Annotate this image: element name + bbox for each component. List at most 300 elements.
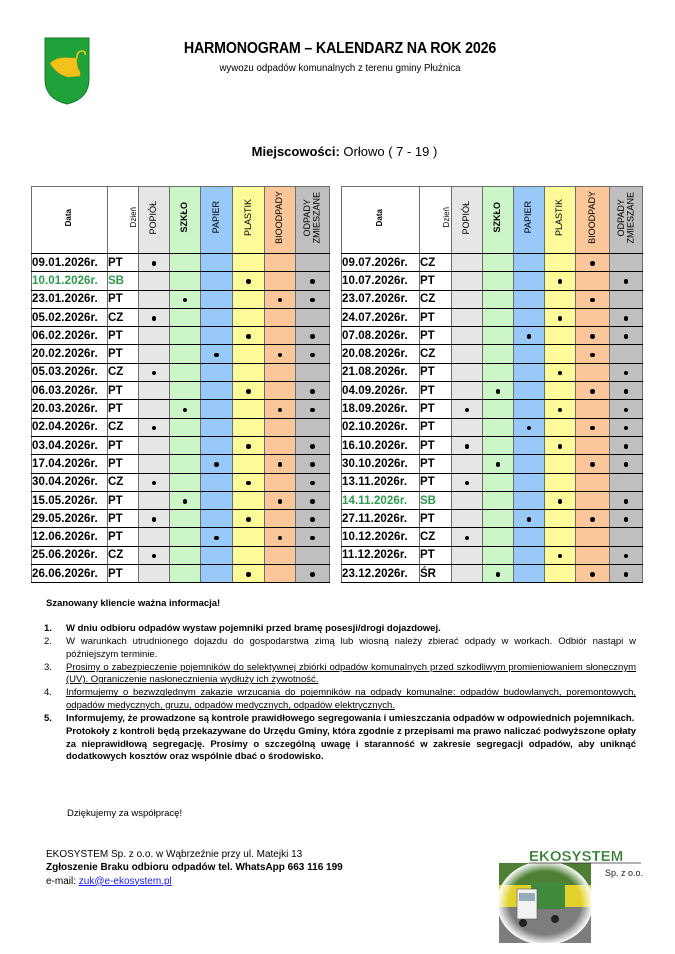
cell-date: 23.07.2026r. [342, 290, 420, 308]
cell-plastik [233, 491, 265, 509]
pickup-dot-icon [590, 298, 595, 303]
pickup-dot-icon [624, 426, 629, 431]
cell-bioodpady [265, 345, 296, 363]
schedule-table-jul-dec [341, 186, 643, 583]
cell-zmieszane [296, 565, 330, 583]
pickup-dot-icon [465, 536, 470, 541]
table-row [32, 565, 330, 583]
info-item: 3. Prosimy o zabezpieczenie pojemników do selektywnej zbiórki odpadów komunalnych przed szkodliwym promieniowaniem słonecznym (UV). Ograniczenie nasłonecznienia wydłuży ich żywotność. [44, 661, 636, 686]
table-row [342, 436, 643, 454]
cell-day: PT [420, 455, 452, 473]
ekosystem-logo [493, 843, 643, 943]
schedule-table-jan-jun [31, 186, 330, 583]
report-phone: Zgłoszenie Braku odbioru odpadów tel. WhatsApp 663 116 199 [46, 862, 343, 874]
cell-plastik [545, 327, 576, 345]
cell-plastik [545, 418, 576, 436]
cell-plastik [545, 400, 576, 418]
table-row [342, 510, 643, 528]
page-subtitle: wywozu odpadów komunalnych z terenu gminy Płużnica [219, 62, 461, 74]
cell-day: PT [420, 510, 452, 528]
cell-zmieszane [296, 546, 330, 564]
cell-popiol [452, 565, 483, 583]
cell-zmieszane [610, 528, 643, 546]
pickup-dot-icon [310, 353, 315, 358]
cell-papier [514, 254, 545, 272]
cell-papier [201, 400, 233, 418]
cell-date: 30.04.2026r. [32, 473, 108, 491]
pickup-dot-icon [590, 517, 595, 522]
cell-plastik [233, 308, 265, 326]
info-item: 4. Informujemy o bezwzględnym zakazie wrzucania do pojemników na odpady komunalne: odpadów budowlanych, poremontowych, odpadów medycznych, gruzu, odpadów medycznych, odpadów elektrycznych. [44, 687, 636, 711]
cell-papier [514, 510, 545, 528]
cell-date: 17.04.2026r. [32, 455, 108, 473]
pickup-dot-icon [310, 389, 315, 394]
cell-papier [514, 455, 545, 473]
table-row [342, 363, 643, 381]
cell-plastik [233, 565, 265, 583]
cell-popiol [139, 363, 170, 381]
cell-date: 05.02.2026r. [32, 308, 108, 326]
cell-zmieszane [610, 290, 643, 308]
pickup-dot-icon [152, 426, 157, 431]
cell-bioodpady [265, 327, 296, 345]
cell-szklo [170, 400, 201, 418]
cell-bioodpady [576, 436, 610, 454]
pickup-dot-icon [624, 517, 629, 522]
pickup-dot-icon [624, 371, 629, 376]
pickup-dot-icon [496, 462, 501, 467]
cell-day: PT [108, 565, 139, 583]
col-header-day: Dzień [420, 187, 452, 254]
pickup-dot-icon [310, 481, 315, 486]
cell-date: 23.12.2026r. [342, 565, 420, 583]
table-row [342, 528, 643, 546]
cell-day: PT [420, 327, 452, 345]
cell-bioodpady [265, 473, 296, 491]
pickup-dot-icon [310, 517, 315, 522]
cell-plastik [545, 546, 576, 564]
pickup-dot-icon [624, 279, 629, 284]
cell-papier [201, 510, 233, 528]
cell-papier [201, 455, 233, 473]
cell-bioodpady [265, 290, 296, 308]
cell-day: PT [420, 363, 452, 381]
cell-szklo [170, 327, 201, 345]
table-row [342, 382, 643, 400]
cell-date: 25.06.2026r. [32, 546, 108, 564]
cell-szklo [170, 436, 201, 454]
cell-popiol [139, 382, 170, 400]
cell-plastik [545, 308, 576, 326]
cell-zmieszane [610, 254, 643, 272]
cell-date: 05.03.2026r. [32, 363, 108, 381]
cell-szklo [483, 363, 514, 381]
cell-popiol [452, 418, 483, 436]
cell-szklo [483, 400, 514, 418]
cell-day: PT [108, 455, 139, 473]
table-row [32, 382, 330, 400]
schedule-body-right [342, 254, 643, 583]
cell-date: 03.04.2026r. [32, 436, 108, 454]
cell-szklo [170, 254, 201, 272]
cell-date: 20.08.2026r. [342, 345, 420, 363]
cell-date: 15.05.2026r. [32, 491, 108, 509]
cell-popiol [139, 290, 170, 308]
cell-day: PT [420, 308, 452, 326]
table-row [342, 546, 643, 564]
table-row [32, 290, 330, 308]
cell-szklo [483, 308, 514, 326]
cell-zmieszane [296, 418, 330, 436]
cell-zmieszane [610, 491, 643, 509]
cell-popiol [452, 272, 483, 290]
table-row [342, 308, 643, 326]
pickup-dot-icon [310, 408, 315, 413]
cell-zmieszane [296, 436, 330, 454]
cell-bioodpady [576, 528, 610, 546]
pickup-dot-icon [624, 462, 629, 467]
cell-bioodpady [576, 418, 610, 436]
cell-szklo [170, 473, 201, 491]
gmina-crest-logo [44, 37, 90, 105]
company-address: EKOSYSTEM Sp. z o.o. w Wąbrzeźnie przy ul. Matejki 13 [46, 849, 303, 860]
table-row [32, 363, 330, 381]
cell-zmieszane [296, 290, 330, 308]
col-header-date: Data [342, 187, 420, 254]
cell-plastik [233, 272, 265, 290]
cell-popiol [452, 436, 483, 454]
cell-popiol [139, 272, 170, 290]
cell-szklo [483, 473, 514, 491]
cell-plastik [233, 436, 265, 454]
table-header-row [342, 187, 643, 254]
cell-szklo [170, 491, 201, 509]
cell-zmieszane [610, 327, 643, 345]
cell-day: PT [108, 345, 139, 363]
pickup-dot-icon [278, 499, 283, 504]
table-row [342, 327, 643, 345]
cell-popiol [452, 546, 483, 564]
cell-szklo [483, 436, 514, 454]
table-row [342, 455, 643, 473]
cell-popiol [139, 436, 170, 454]
cell-date: 10.01.2026r. [32, 272, 108, 290]
cell-zmieszane [296, 272, 330, 290]
cell-plastik [233, 418, 265, 436]
table-row [32, 528, 330, 546]
cell-day: CZ [108, 418, 139, 436]
cell-day: PT [420, 418, 452, 436]
col-header-day: Dzień [108, 187, 139, 254]
page-title: HARMONOGRAM – KALENDARZ NA ROK 2026 [183, 40, 497, 57]
cell-papier [514, 491, 545, 509]
cell-popiol [452, 327, 483, 345]
cell-papier [201, 345, 233, 363]
cell-day: PT [108, 436, 139, 454]
cell-papier [201, 327, 233, 345]
cell-zmieszane [610, 363, 643, 381]
cell-bioodpady [265, 418, 296, 436]
cell-szklo [483, 272, 514, 290]
cell-plastik [233, 290, 265, 308]
cell-szklo [170, 455, 201, 473]
cell-day: CZ [108, 363, 139, 381]
cell-plastik [545, 254, 576, 272]
cell-popiol [452, 473, 483, 491]
cell-date: 20.03.2026r. [32, 400, 108, 418]
cell-date: 06.03.2026r. [32, 382, 108, 400]
pickup-dot-icon [558, 316, 563, 321]
cell-plastik [233, 528, 265, 546]
cell-date: 14.11.2026r. [342, 491, 420, 509]
pickup-dot-icon [465, 408, 470, 413]
cell-szklo [483, 510, 514, 528]
cell-popiol [139, 327, 170, 345]
cell-szklo [483, 382, 514, 400]
pickup-dot-icon [558, 499, 563, 504]
pickup-dot-icon [246, 517, 251, 522]
cell-szklo [483, 345, 514, 363]
cell-bioodpady [265, 382, 296, 400]
cell-date: 13.11.2026r. [342, 473, 420, 491]
cell-plastik [233, 400, 265, 418]
table-row [32, 510, 330, 528]
cell-zmieszane [296, 491, 330, 509]
pickup-dot-icon [152, 554, 157, 559]
pickup-dot-icon [465, 481, 470, 486]
logo-suffix: Sp. z o.o. [605, 868, 643, 878]
pickup-dot-icon [624, 408, 629, 413]
cell-popiol [452, 382, 483, 400]
cell-day: SB [420, 491, 452, 509]
cell-bioodpady [576, 254, 610, 272]
cell-szklo [483, 565, 514, 583]
pickup-dot-icon [278, 298, 283, 303]
pickup-dot-icon [214, 536, 219, 541]
pickup-dot-icon [590, 462, 595, 467]
location-line [0, 144, 675, 159]
cell-day: PT [108, 491, 139, 509]
cell-papier [514, 382, 545, 400]
cell-day: CZ [108, 546, 139, 564]
pickup-dot-icon [590, 572, 595, 577]
table-row [32, 254, 330, 272]
cell-day: PT [420, 546, 452, 564]
logo-name: EKOSYSTEM [529, 848, 624, 865]
pickup-dot-icon [624, 334, 629, 339]
pickup-dot-icon [214, 462, 219, 467]
cell-papier [514, 363, 545, 381]
cell-papier [201, 363, 233, 381]
cell-szklo [483, 327, 514, 345]
table-row [342, 345, 643, 363]
cell-szklo [170, 363, 201, 381]
cell-zmieszane [296, 528, 330, 546]
cell-date: 20.02.2026r. [32, 345, 108, 363]
table-row [342, 418, 643, 436]
cell-popiol [139, 418, 170, 436]
cell-bioodpady [576, 400, 610, 418]
cell-szklo [170, 272, 201, 290]
cell-popiol [139, 345, 170, 363]
cell-popiol [139, 400, 170, 418]
pickup-dot-icon [246, 279, 251, 284]
cell-papier [201, 290, 233, 308]
cell-szklo [170, 546, 201, 564]
col-header-papier: PAPIER [201, 187, 233, 254]
pickup-dot-icon [590, 389, 595, 394]
pickup-dot-icon [527, 517, 532, 522]
cell-zmieszane [610, 272, 643, 290]
pickup-dot-icon [152, 316, 157, 321]
cell-papier [201, 418, 233, 436]
cell-zmieszane [296, 345, 330, 363]
cell-bioodpady [265, 491, 296, 509]
cell-zmieszane [296, 382, 330, 400]
cell-plastik [545, 455, 576, 473]
pickup-dot-icon [246, 481, 251, 486]
cell-papier [514, 418, 545, 436]
cell-popiol [452, 363, 483, 381]
cell-plastik [233, 473, 265, 491]
cell-papier [514, 528, 545, 546]
cell-papier [201, 473, 233, 491]
info-list [46, 623, 636, 763]
cell-day: CZ [420, 254, 452, 272]
cell-papier [201, 528, 233, 546]
pickup-dot-icon [624, 499, 629, 504]
cell-szklo [483, 254, 514, 272]
cell-papier [514, 327, 545, 345]
col-header-szklo: SZKŁO [170, 187, 201, 254]
cell-szklo [170, 308, 201, 326]
cell-bioodpady [576, 272, 610, 290]
cell-bioodpady [265, 436, 296, 454]
pickup-dot-icon [624, 572, 629, 577]
cell-popiol [452, 290, 483, 308]
cell-date: 10.12.2026r. [342, 528, 420, 546]
col-header-papier: PAPIER [514, 187, 545, 254]
pickup-dot-icon [310, 334, 315, 339]
cell-popiol [139, 308, 170, 326]
info-item: 5. Informujemy, że prowadzone są kontrole prawidłowego segregowania i umieszczania odpadów w odpowiednich pojemnikach. Protokoły z kontroli będą przekazywane do Urzędu Gminy, która zgodnie z przepisami ma prawo naliczać podwyższone opłaty za nieprawidłową segregację. Prosimy o szczególną uwagę i staranność w zakresie segregacji odpadów, aby uniknąć dodatkowych kosztów oraz wspólnie dbać o środowisko. [44, 713, 636, 762]
cell-plastik [233, 546, 265, 564]
cell-szklo [483, 418, 514, 436]
pickup-dot-icon [246, 572, 251, 577]
pickup-dot-icon [183, 499, 188, 504]
cell-bioodpady [576, 510, 610, 528]
cell-zmieszane [296, 308, 330, 326]
schedule-body-left [32, 254, 330, 583]
table-row [32, 436, 330, 454]
cell-zmieszane [610, 382, 643, 400]
cell-day: PT [108, 528, 139, 546]
cell-popiol [139, 473, 170, 491]
cell-szklo [170, 418, 201, 436]
col-header-popiol: POPIÓŁ [452, 187, 483, 254]
pickup-dot-icon [624, 316, 629, 321]
cell-plastik [545, 363, 576, 381]
table-row [342, 290, 643, 308]
cell-bioodpady [576, 546, 610, 564]
table-row [342, 491, 643, 509]
cell-day: SB [108, 272, 139, 290]
cell-zmieszane [610, 565, 643, 583]
cell-popiol [452, 345, 483, 363]
cell-bioodpady [576, 363, 610, 381]
pickup-dot-icon [465, 444, 470, 449]
cell-date: 24.07.2026r. [342, 308, 420, 326]
cell-date: 26.06.2026r. [32, 565, 108, 583]
col-header-zmieszane: ODPADY ZMIESZANE [296, 187, 330, 254]
cell-day: ŚR [420, 565, 452, 583]
cell-day: CZ [108, 473, 139, 491]
pickup-dot-icon [214, 353, 219, 358]
pickup-dot-icon [310, 444, 315, 449]
cell-date: 02.10.2026r. [342, 418, 420, 436]
cell-bioodpady [265, 272, 296, 290]
cell-bioodpady [576, 345, 610, 363]
cell-popiol [452, 254, 483, 272]
cell-papier [201, 382, 233, 400]
cell-bioodpady [576, 455, 610, 473]
cell-szklo [170, 382, 201, 400]
table-row [32, 491, 330, 509]
cell-papier [201, 254, 233, 272]
cell-day: PT [108, 400, 139, 418]
table-row [342, 272, 643, 290]
cell-papier [201, 565, 233, 583]
cell-day: PT [108, 510, 139, 528]
cell-papier [514, 473, 545, 491]
cell-day: PT [420, 272, 452, 290]
table-row [32, 418, 330, 436]
pickup-dot-icon [558, 279, 563, 284]
cell-popiol [139, 254, 170, 272]
pickup-dot-icon [310, 499, 315, 504]
pickup-dot-icon [590, 353, 595, 358]
table-row [32, 308, 330, 326]
cell-day: PT [420, 382, 452, 400]
cell-plastik [545, 565, 576, 583]
cell-plastik [233, 363, 265, 381]
table-row [342, 254, 643, 272]
cell-popiol [452, 455, 483, 473]
cell-zmieszane [296, 510, 330, 528]
cell-plastik [545, 290, 576, 308]
email-link[interactable]: zuk@e-ekosystem.pl [78, 875, 172, 887]
cell-szklo [170, 290, 201, 308]
location-value: Orłowo ( 7 - 19 ) [339, 144, 438, 159]
table-row [342, 400, 643, 418]
pickup-dot-icon [152, 371, 157, 376]
col-header-szklo: SZKŁO [483, 187, 514, 254]
pickup-dot-icon [310, 298, 315, 303]
cell-day: PT [420, 400, 452, 418]
cell-zmieszane [610, 400, 643, 418]
cell-zmieszane [296, 455, 330, 473]
col-header-popiol: POPIÓŁ [139, 187, 170, 254]
cell-date: 27.11.2026r. [342, 510, 420, 528]
table-row [32, 546, 330, 564]
pickup-dot-icon [246, 444, 251, 449]
table-row [342, 565, 643, 583]
pickup-dot-icon [183, 408, 188, 413]
pickup-dot-icon [590, 334, 595, 339]
cell-zmieszane [610, 473, 643, 491]
cell-zmieszane [610, 455, 643, 473]
cell-bioodpady [265, 565, 296, 583]
